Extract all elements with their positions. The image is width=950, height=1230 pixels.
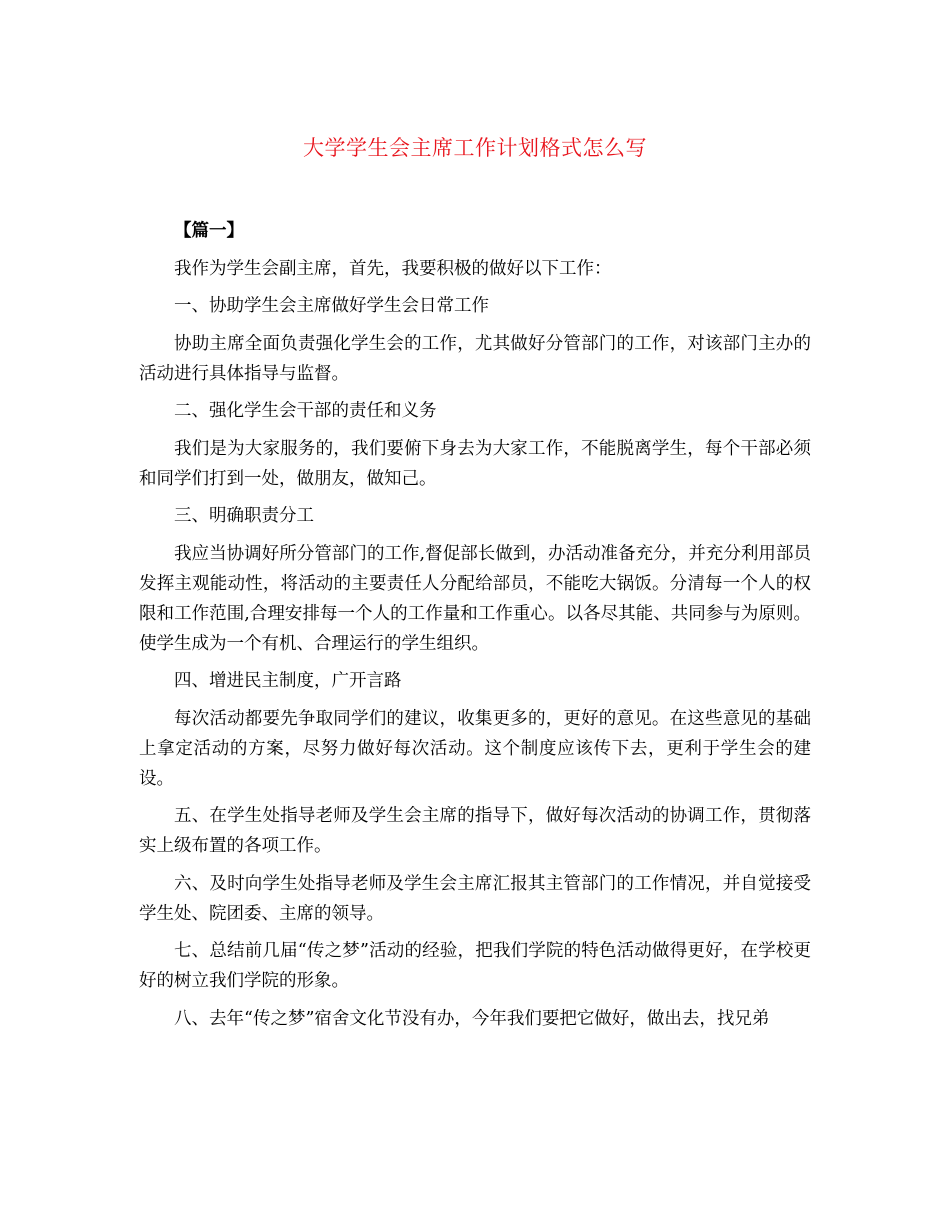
paragraph-body-2: 我们是为大家服务的，我们要俯下身去为大家工作，不能脱离学生，每个干部必须和同学们打到一处，做朋友，做知己。 bbox=[139, 438, 811, 489]
paragraph-item-7: 七、总结前几届“传之梦”活动的经验，把我们学院的特色活动做得更好，在学校更好的树立我们学院的形象。 bbox=[139, 941, 811, 991]
paragraph-item-8: 八、去年“传之梦”宿舍文化节没有办，今年我们要把它做好，做出去，找兄弟 bbox=[174, 1008, 770, 1029]
paragraph-heading-3: 三、明确职责分工 bbox=[174, 506, 314, 526]
section-label: 【篇一】 bbox=[174, 221, 244, 241]
paragraph-item-6: 六、及时向学生处指导老师及学生会主席汇报其主管部门的工作情况，并自觉接受学生处、院团委、主席的领导。 bbox=[139, 873, 811, 924]
paragraph-item-5: 五、在学生处指导老师及学生会主席的指导下，做好每次活动的协调工作，贯彻落实上级布置的各项工作。 bbox=[139, 806, 811, 856]
paragraph-heading-4: 四、增进民主制度，广开言路 bbox=[174, 671, 402, 691]
paragraph-heading-2: 二、强化学生会干部的责任和义务 bbox=[174, 401, 437, 421]
paragraph-body-1: 协助主席全面负责强化学生会的工作，尤其做好分管部门的工作，对该部门主办的活动进行具体指导与监督。 bbox=[139, 333, 811, 384]
paragraph-heading-1: 一、协助学生会主席做好学生会日常工作 bbox=[174, 296, 489, 316]
paragraph-body-4: 每次活动都要先争取同学们的建议，收集更多的，更好的意见。在这些意见的基础上拿定活动的方案，尽努力做好每次活动。这个制度应该传下去，更利于学生会的建设。 bbox=[139, 708, 811, 789]
paragraph-body-3: 我应当协调好所分管部门的工作,督促部长做到，办活动准备充分，并充分利用部员发挥主观能动性，将活动的主要责任人分配给部员，不能吃大锅饭。分清每一个人的权限和工作范围,合理安排每一个人的工作量和工作重心。以各尽其能、共同参与为原则。使学生成为一个有机、合理运行的学生组织。 bbox=[139, 543, 811, 654]
document-body bbox=[139, 216, 811, 1041]
document-title: 大学学生会主席工作计划格式怎么写 bbox=[303, 136, 647, 160]
paragraph-intro: 我作为学生会副主席，首先，我要积极的做好以下工作： bbox=[174, 258, 612, 279]
